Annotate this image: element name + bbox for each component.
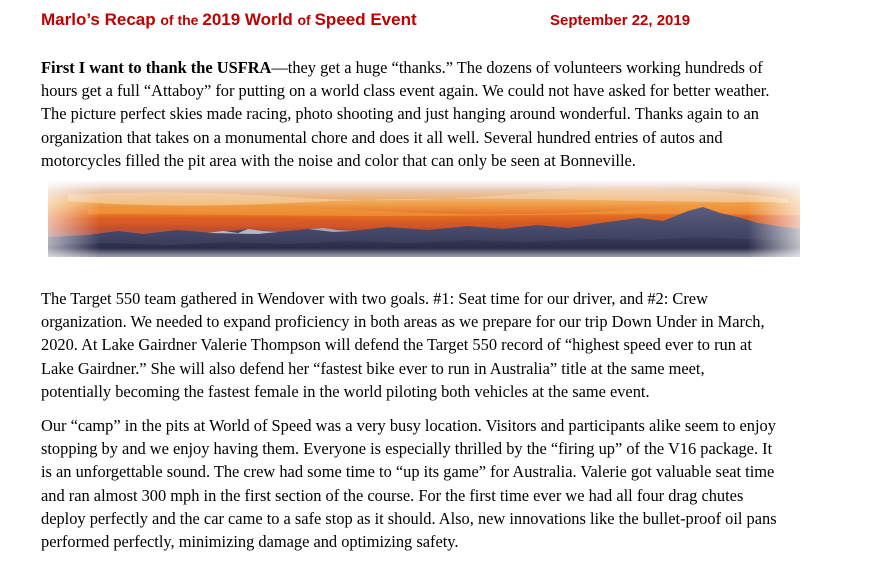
article-title [41, 10, 417, 30]
title-part: 2019 World [202, 10, 298, 29]
paragraph-line: The Target 550 team gathered in Wendover with two goals. #1: Seat time for our driver, and #2: Crew [41, 289, 708, 308]
paragraph-line: The picture perfect skies made racing, photo shooting and just hanging around wonderful. Thanks again to an [41, 104, 759, 124]
title-part: Speed Event [314, 10, 417, 29]
paragraph-line: organization that takes on a monumental chore and does it all well. Several hundred entries of autos and [41, 127, 723, 147]
paragraph-line: deploy perfectly and the car came to a safe stop as it should. Also, new innovations like the bullet-proof oil pans [41, 508, 777, 528]
paragraph-line: organization. We needed to expand proficiency in both areas as we prepare for our trip Down Under in March, [41, 312, 765, 332]
paragraph-line: Our “camp” in the pits at World of Speed was a very busy location. Visitors and participants alike seem to enjoy [41, 416, 776, 435]
paragraph-line: potentially becoming the fastest female in the world piloting both vehicles at the same event. [41, 381, 650, 401]
title-part: Recap [104, 10, 161, 29]
paragraph-line: performed perfectly, minimizing damage and optimizing safety. [41, 532, 459, 552]
paragraph-line: 2020. At Lake Gairdner Valerie Thompson will defend the Target 550 record of “highest speed ever to run at [41, 335, 752, 355]
title-part: Marlo’s [41, 10, 105, 29]
paragraph-line: Lake Gairdner.” She will also defend her “fastest bike ever to run in Australia” title at the same meet, [41, 358, 705, 378]
lead-bold-text: First I want to thank the USFRA [41, 58, 272, 77]
title-part: of the [160, 12, 203, 28]
paragraph-line: motorcycles filled the pit area with the noise and color that can only be seen at Bonneville. [41, 150, 636, 170]
paragraph-thanks [41, 56, 871, 172]
paragraph-line [41, 56, 871, 79]
paragraph-camp [41, 414, 871, 553]
article-date: September 22, 2019 [550, 12, 691, 29]
article-header [41, 10, 861, 36]
paragraph-goals [41, 287, 871, 403]
line-text: —they get a huge “thanks.” The dozens of volunteers working hundreds of [271, 58, 763, 77]
paragraph-line: hours get a full “Attaboy” for putting on a world class event again. We could not have asked for better weather. [41, 81, 770, 101]
paragraph-line: and ran almost 300 mph in the first section of the course. For the first time ever we had all four drag chutes [41, 485, 744, 505]
paragraph-line: stopping by and we enjoy having them. Everyone is especially thrilled by the “firing up” of the V16 package. It [41, 439, 773, 459]
sunset-mountains-image [48, 181, 800, 257]
title-part: of [297, 12, 315, 28]
paragraph-line: is an unforgettable sound. The crew had some time to “up its game” for Australia. Valerie got valuable seat time [41, 462, 775, 482]
